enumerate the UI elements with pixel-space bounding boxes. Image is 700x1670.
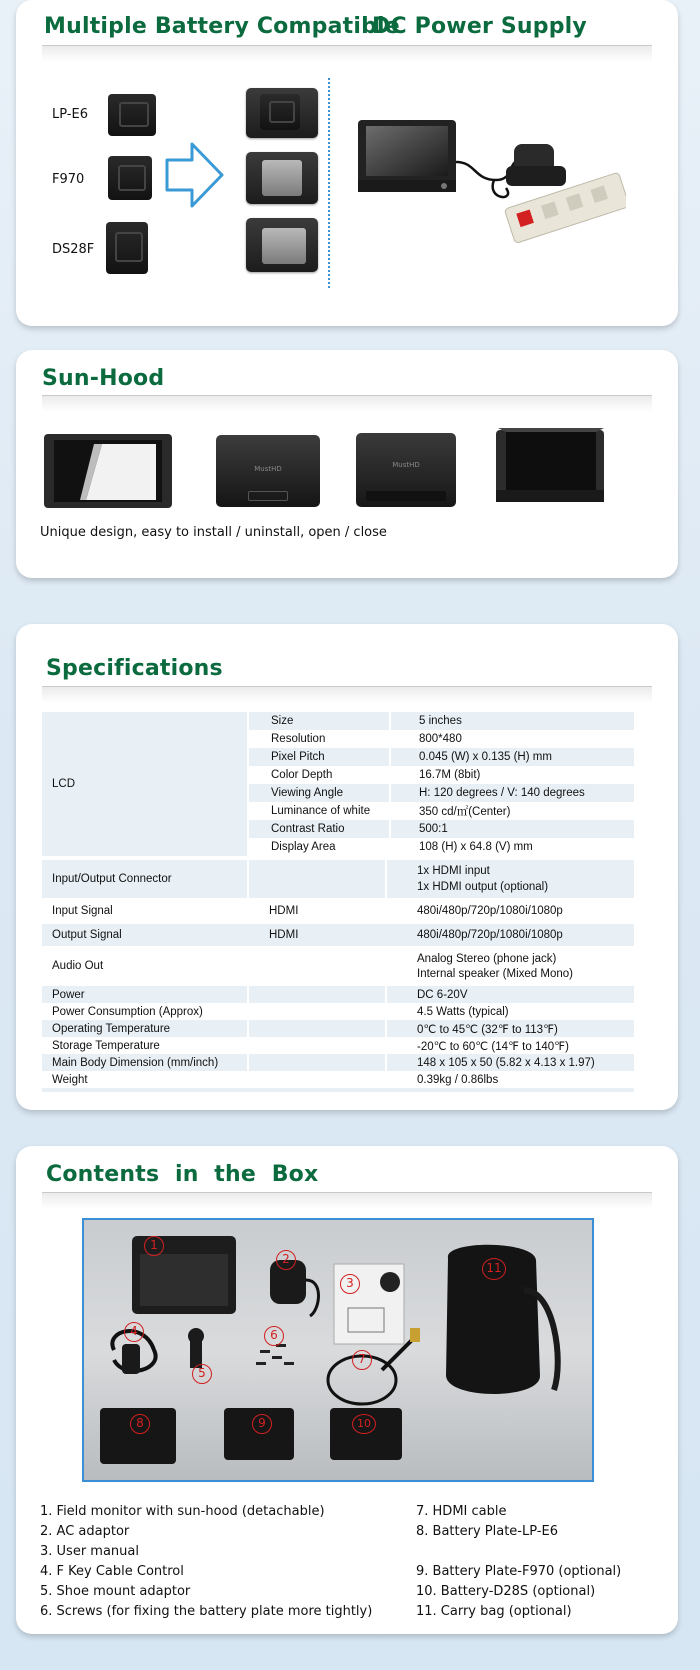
- spec-name: Color Depth: [271, 769, 333, 781]
- spec-type: [247, 1003, 387, 1020]
- item-badge: 1: [144, 1236, 164, 1256]
- heading-shadow: [42, 1193, 652, 1209]
- spec-values: [389, 948, 634, 984]
- box-contents-photo: [82, 1218, 594, 1482]
- spec-row-output: [42, 924, 634, 946]
- spec-value: 16.7M (8bit): [419, 769, 481, 781]
- contents-list-item: 2. AC adaptor: [40, 1524, 130, 1539]
- spec-name: Power Consumption (Approx): [52, 1005, 203, 1018]
- heading-shadow: [42, 687, 652, 703]
- spec-name: Input Signal: [52, 905, 113, 917]
- item-badge: 3: [340, 1274, 360, 1294]
- spec-name: Size: [249, 712, 389, 730]
- spec-type: [247, 860, 387, 898]
- sunhood-closed-image: [216, 435, 320, 507]
- spec-type: [247, 986, 387, 1003]
- spec-value: 5 inches: [391, 712, 634, 730]
- sunhood-attached-image: [492, 424, 608, 506]
- battery-label-ds28f: DS28F: [52, 242, 95, 257]
- spec-name: Pixel Pitch: [249, 748, 389, 766]
- spec-row: [42, 1071, 634, 1088]
- spec-type: [247, 1020, 387, 1037]
- battery-heading: Multiple Battery Compatible: [44, 14, 400, 39]
- spec-row: [42, 1020, 634, 1037]
- item-badge: 5: [192, 1364, 212, 1384]
- contents-list-item: 4. F Key Cable Control: [40, 1564, 184, 1579]
- spec-value: 0℃ to 45℃ (32℉ to 113℉): [417, 1023, 558, 1036]
- item-badge: 7: [352, 1350, 372, 1370]
- spec-value: 1x HDMI output (optional): [417, 881, 549, 893]
- spec-row: [247, 802, 634, 820]
- spec-name: Weight: [52, 1073, 88, 1086]
- spec-value: 108 (H) x 64.8 (V) mm: [419, 841, 533, 853]
- spec-row: [247, 712, 634, 730]
- spec-lcd-group: [42, 712, 634, 856]
- spec-name: Main Body Dimension (mm/inch): [52, 1056, 219, 1069]
- sunhood-front-image: [356, 433, 456, 507]
- spec-row-io: [42, 860, 634, 898]
- battery-label-f970: F970: [52, 172, 85, 187]
- sunhood-caption: Unique design, easy to install / uninstall, open / close: [40, 525, 387, 540]
- spec-value: DC 6-20V: [417, 988, 468, 1001]
- spec-value: 480i/480p/720p/1080i/1080p: [417, 929, 563, 941]
- plate-ds28f-image: [106, 222, 148, 274]
- spec-name: Display Area: [271, 841, 336, 853]
- contents-list-item: 6. Screws (for fixing the battery plate more tightly): [40, 1604, 373, 1619]
- spec-type: [247, 1071, 387, 1088]
- heading-shadow: [42, 396, 652, 412]
- spec-value: 1x HDMI input: [417, 865, 490, 877]
- spec-row: [247, 820, 634, 838]
- item-badge: 8: [130, 1414, 150, 1434]
- contents-card: [16, 1146, 678, 1634]
- arrow-right-icon: [164, 140, 226, 210]
- spec-row: [247, 748, 634, 766]
- hood-latch: [248, 491, 288, 501]
- battery-power-card: [16, 0, 678, 326]
- button-strip: [366, 491, 446, 501]
- brand-text: MustHD: [392, 461, 420, 469]
- sunhood-heading: Sun-Hood: [42, 366, 165, 391]
- spec-row: [247, 838, 634, 856]
- spec-value: 500:1: [391, 820, 634, 838]
- contents-list-item: 1. Field monitor with sun-hood (detachable): [40, 1504, 325, 1519]
- spec-value: 800*480: [419, 733, 462, 745]
- spec-lcd-rows: [247, 712, 634, 856]
- spec-name: Input/Output Connector: [52, 873, 172, 885]
- battery-label-lp-e6: LP-E6: [52, 107, 88, 122]
- spec-name: Luminance of white: [271, 805, 371, 817]
- spec-name: Storage Temperature: [52, 1039, 160, 1052]
- battery-ds28f-image: [262, 228, 306, 264]
- plate-f970-image: [108, 156, 152, 200]
- spec-lcd-label-cell: [42, 712, 247, 856]
- spec-value: -20℃ to 60℃ (14℉ to 140℉): [417, 1040, 569, 1053]
- spec-name: Audio Out: [52, 960, 104, 972]
- dc-power-heading: DC Power Supply: [372, 14, 587, 39]
- item-badge: 4: [124, 1322, 144, 1342]
- spec-value: 4.5 Watts (typical): [417, 1005, 509, 1018]
- spec-row: [42, 1037, 634, 1054]
- item-badge: 6: [264, 1326, 284, 1346]
- spec-row: [247, 730, 634, 748]
- monitor-plate-overlay: [260, 94, 300, 130]
- spec-name: Output Signal: [52, 929, 122, 941]
- contents-list-item: 10. Battery-D28S (optional): [416, 1584, 596, 1599]
- spec-value: 0.39kg / 0.86lbs: [417, 1073, 499, 1086]
- spec-row: [42, 1003, 634, 1020]
- section-divider: [328, 78, 330, 288]
- battery-f970-image: [262, 160, 302, 196]
- plate-lp-e6-image: [108, 94, 156, 136]
- spec-value: Internal speaker (Mixed Mono): [417, 967, 573, 980]
- brand-text: MustHD: [254, 465, 282, 473]
- box-contents-illustration: [84, 1220, 592, 1480]
- spec-row: [42, 1054, 634, 1071]
- spec-type: [247, 1054, 387, 1071]
- contents-heading: Contents in the Box: [46, 1162, 319, 1187]
- spec-value: 350 cd/㎡(Center): [419, 806, 511, 818]
- item-badge: 9: [252, 1414, 272, 1434]
- spec-value: Analog Stereo (phone jack): [417, 952, 557, 965]
- specifications-heading: Specifications: [46, 656, 223, 681]
- spec-value: H: 120 degrees / V: 140 degrees: [391, 784, 634, 802]
- spec-row-audio: [42, 948, 634, 984]
- spec-value: 148 x 105 x 50 (5.82 x 4.13 x 1.97): [417, 1056, 595, 1069]
- spec-type: [247, 948, 387, 984]
- spec-row: [247, 784, 634, 802]
- contents-list-item: 8. Battery Plate-LP-E6: [416, 1524, 558, 1539]
- spec-value: 480i/480p/720p/1080i/1080p: [417, 905, 563, 917]
- sunhood-open-image: [44, 430, 174, 510]
- spec-values: [389, 860, 634, 898]
- spec-name: Contrast Ratio: [249, 820, 389, 838]
- sunhood-card: [16, 350, 678, 578]
- spec-lcd-label: LCD: [52, 778, 76, 790]
- contents-list-item: 7. HDMI cable: [416, 1504, 507, 1519]
- spec-type: [247, 1037, 387, 1054]
- spec-type: HDMI: [269, 905, 299, 917]
- spec-row: [247, 766, 634, 784]
- item-badge: 2: [276, 1250, 296, 1270]
- dc-power-supply-image: [356, 110, 626, 250]
- spec-name: Power: [52, 988, 85, 1001]
- contents-list-item: 5. Shoe mount adaptor: [40, 1584, 191, 1599]
- item-badge: 10: [352, 1414, 376, 1434]
- spec-table: [42, 712, 634, 1092]
- heading-shadow: [42, 46, 652, 62]
- spec-row: [42, 986, 634, 1003]
- spec-table-bottom-rule: [42, 1088, 634, 1092]
- contents-list-item: 9. Battery Plate-F970 (optional): [416, 1564, 622, 1579]
- spec-name: Viewing Angle: [249, 784, 389, 802]
- contents-list-item: 3. User manual: [40, 1544, 139, 1559]
- spec-name: Operating Temperature: [52, 1022, 171, 1035]
- spec-value: 0.045 (W) x 0.135 (H) mm: [391, 748, 634, 766]
- spec-type: HDMI: [269, 929, 299, 941]
- contents-list-item: 11. Carry bag (optional): [416, 1604, 572, 1619]
- item-badge: 11: [482, 1258, 506, 1280]
- spec-row-input: [42, 900, 634, 922]
- spec-name: Resolution: [271, 733, 326, 745]
